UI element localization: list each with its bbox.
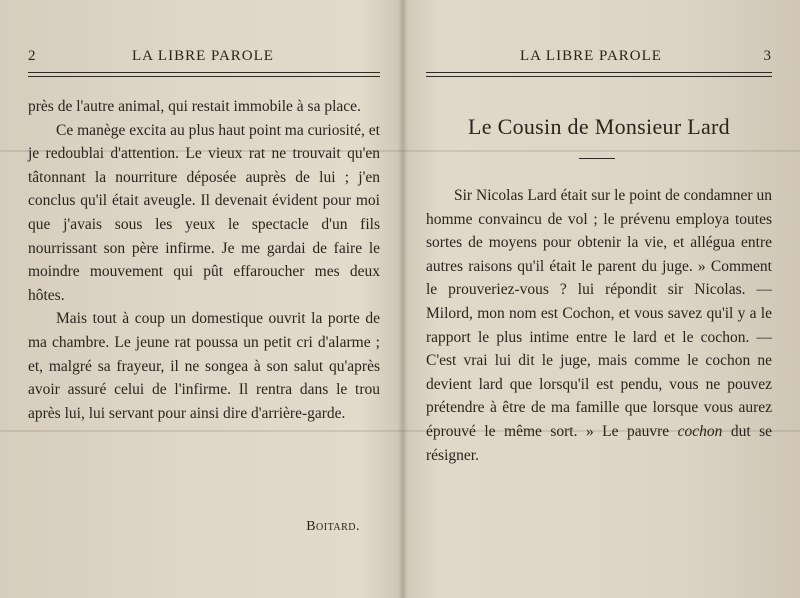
author-signature: Boitard. <box>306 519 360 534</box>
left-page-number: 2 <box>28 48 37 64</box>
right-paragraph <box>426 184 772 467</box>
left-running-head <box>28 46 380 70</box>
header-rule <box>28 76 380 77</box>
right-header-title: LA LIBRE PAROLE <box>520 48 662 64</box>
right-page <box>426 0 772 598</box>
center-fold <box>398 0 408 598</box>
left-paragraph-3: Mais tout à coup un domestique ouvrit la porte de ma chambre. Le jeune rat poussa un petit cri d'alarme ; et, malgré sa frayeur, il ne songea à son salut qu'après avoir assuré celui de l'infirme. Il rentra dans le trou après lui, lui servant pour ainsi dire d'arrière-garde. <box>28 310 380 422</box>
right-body-text <box>426 184 772 467</box>
article-title: Le Cousin de Monsieur Lard <box>468 114 730 139</box>
right-paragraph-end: dut se résigner. <box>426 422 772 464</box>
left-paragraph-1: près de l'autre animal, qui restait immobile à sa place. <box>28 98 361 115</box>
title-ornament-rule <box>579 158 615 159</box>
right-paragraph-text: Sir Nicolas Lard était sur le point de condamner un homme convaincu de vol ; le prévenu employa toutes sortes de moyens pour obtenir la vie, et allégua entre autres raisons qu'il était le parent du juge. » Comment le prouveriez-vous ? lui répondit sir Nicolas. — Milord, mon nom est Cochon, et vous savez qu'il y a le rapport le plus intime entre le lard et le cochon. — C'est vrai lui dit le juge, mais comme le cochon ne devient lard que lorsqu'il est pendu, vous ne pouvez prétendre à être de ma famille que lorsque vous aurez éprouvé le même sort. » Le pauvre <box>426 187 772 440</box>
left-header-title: LA LIBRE PAROLE <box>132 48 274 64</box>
right-page-number: 3 <box>763 48 772 64</box>
header-rule <box>426 72 772 73</box>
header-rule <box>28 72 380 73</box>
left-paragraph-2: Ce manège excita au plus haut point ma curiosité, et je redoublai d'attention. Le vieux rat ne trouvait qu'en tâtonnant la nourriture déposée auprès de lui ; j'en conclus qu'il était aveugle. Il devenait évident pour moi que j'avais sous les yeux le spectacle d'un fils nourrissant son père infirme. Je me gardai de faire le moindre mouvement qui pût effaroucher mes deux hôtes. <box>28 121 380 304</box>
italic-word: cochon <box>677 422 723 440</box>
left-body-text <box>28 95 380 425</box>
left-page <box>28 0 380 598</box>
header-rule <box>426 76 772 77</box>
right-running-head <box>426 46 772 70</box>
